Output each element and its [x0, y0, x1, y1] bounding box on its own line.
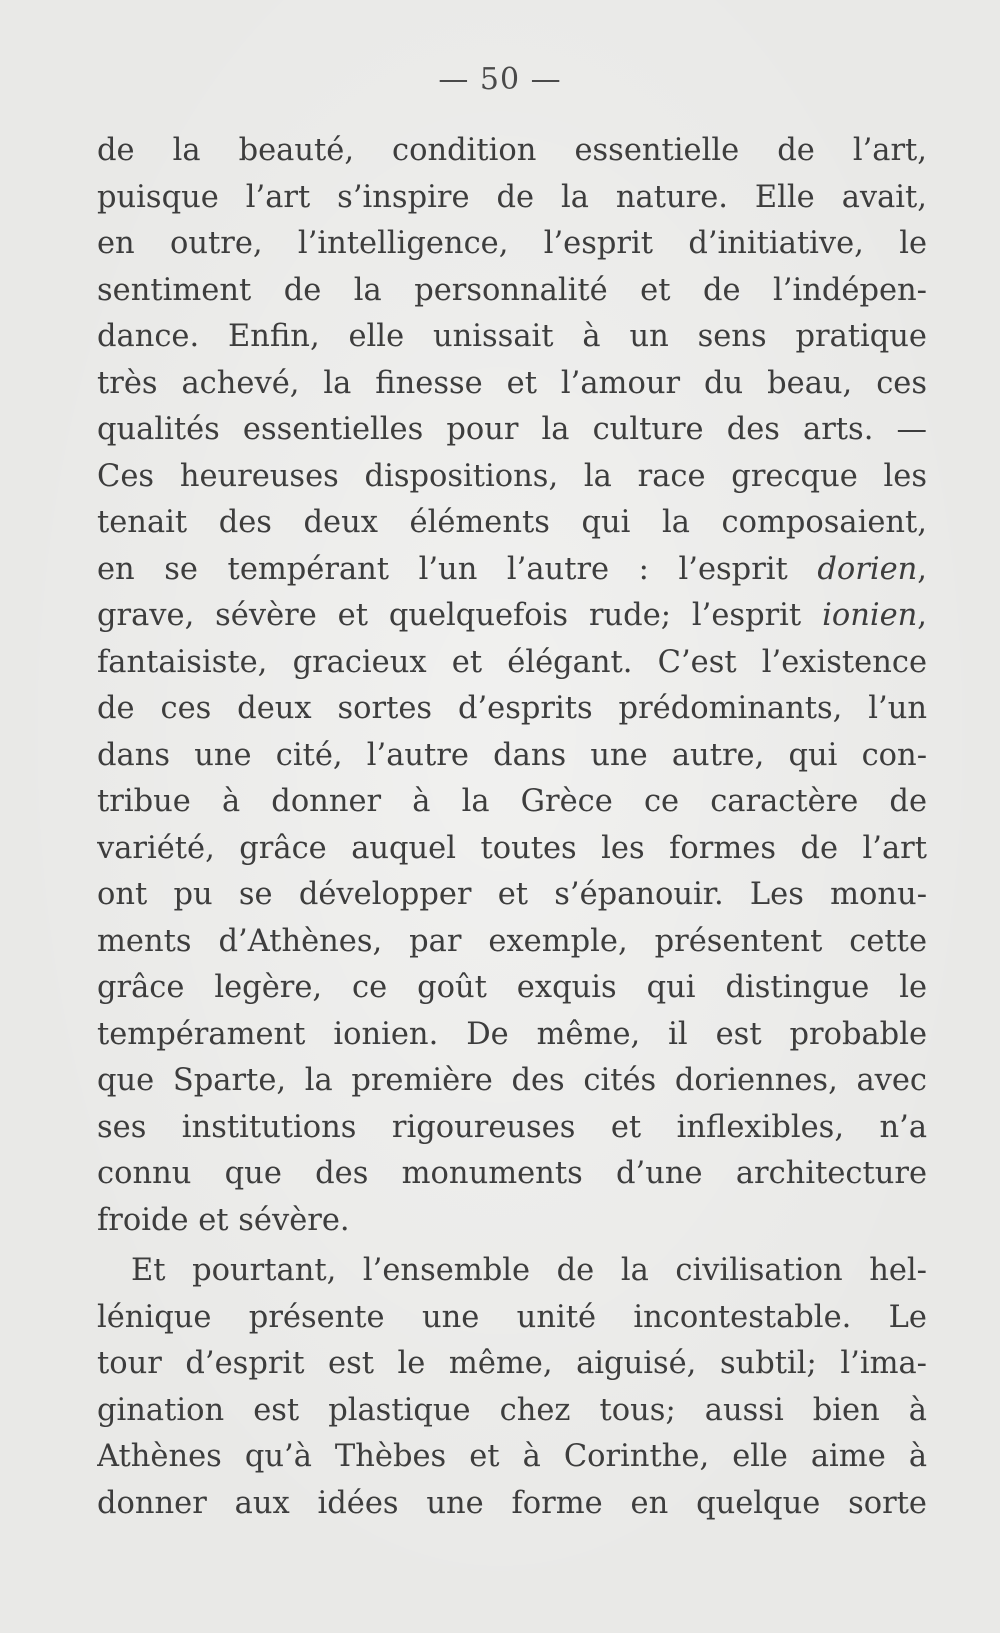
text-line: lénique présente une unité incontestable. Le [97, 1299, 927, 1335]
text-line: de ces deux sortes d’esprits prédominants, l’un [97, 691, 927, 726]
page-number: — 50 — [438, 62, 562, 97]
text-line: variété, grâce auquel toutes les formes de l’art [97, 830, 927, 866]
paragraph-2 [97, 1248, 927, 1527]
text-line: Et pourtant, l’ensemble de la civilisation hel- [131, 1253, 927, 1288]
text-line: puisque l’art s’inspire de la nature. Elle avait, [97, 179, 927, 215]
text-line: en outre, l’intelligence, l’esprit d’initiative, le [97, 226, 927, 261]
text-line: Athènes qu’à Thèbes et à Corinthe, elle aime à [97, 1439, 927, 1474]
text-line: grâce legère, ce goût exquis qui distingue le [97, 970, 927, 1005]
text-line: de la beauté, condition essentielle de l’art, [97, 133, 927, 168]
text-line: tribue à donner à la Grèce ce caractère de [97, 784, 927, 819]
text-fragment: grave, sévère et quelquefois rude; l’esprit [97, 598, 823, 633]
text-line [97, 593, 927, 640]
text-line: dans une cité, l’autre dans une autre, qui con- [97, 737, 927, 773]
text-line: tenait des deux éléments qui la composaient, [97, 505, 927, 540]
text-line: très achevé, la finesse et l’amour du beau, ces [97, 365, 927, 401]
text-line: sentiment de la personnalité et de l’indépen- [97, 272, 927, 308]
text-line: ont pu se développer et s’épanouir. Les monu- [97, 877, 927, 912]
text-line: donner aux idées une forme en quelque sorte [97, 1485, 927, 1521]
paragraph-1 [97, 128, 927, 1244]
body-text [97, 128, 927, 1527]
text-line: connu que des monuments d’une architecture [97, 1156, 927, 1191]
italic-term-dorien: dorien [817, 551, 918, 587]
text-line: ses institutions rigoureuses et inflexibles, n’a [97, 1109, 927, 1145]
text-line: gination est plastique chez tous; aussi bien à [97, 1392, 927, 1428]
text-fragment: , [917, 598, 927, 633]
text-line: Ces heureuses dispositions, la race grecque les [97, 458, 927, 494]
text-fragment: , [917, 551, 927, 587]
text-line: tempérament ionien. De même, il est probable [97, 1016, 927, 1052]
text-line: tour d’esprit est le même, aiguisé, subtil; l’ima- [97, 1346, 927, 1381]
text-line: ments d’Athènes, par exemple, présentent cette [97, 923, 927, 959]
text-line: dance. Enfin, elle unissait à un sens pratique [97, 319, 927, 354]
italic-term-ionien: ionien [822, 598, 918, 633]
text-line: qualités essentielles pour la culture des arts. — [97, 412, 927, 447]
text-line [97, 547, 927, 594]
text-line: fantaisiste, gracieux et élégant. C’est l’existence [97, 644, 927, 680]
text-fragment: en se tempérant l’un l’autre : l’esprit [97, 551, 818, 587]
text-line: que Sparte, la première des cités doriennes, avec [97, 1063, 927, 1098]
text-line: froide et sévère. [97, 1202, 350, 1238]
